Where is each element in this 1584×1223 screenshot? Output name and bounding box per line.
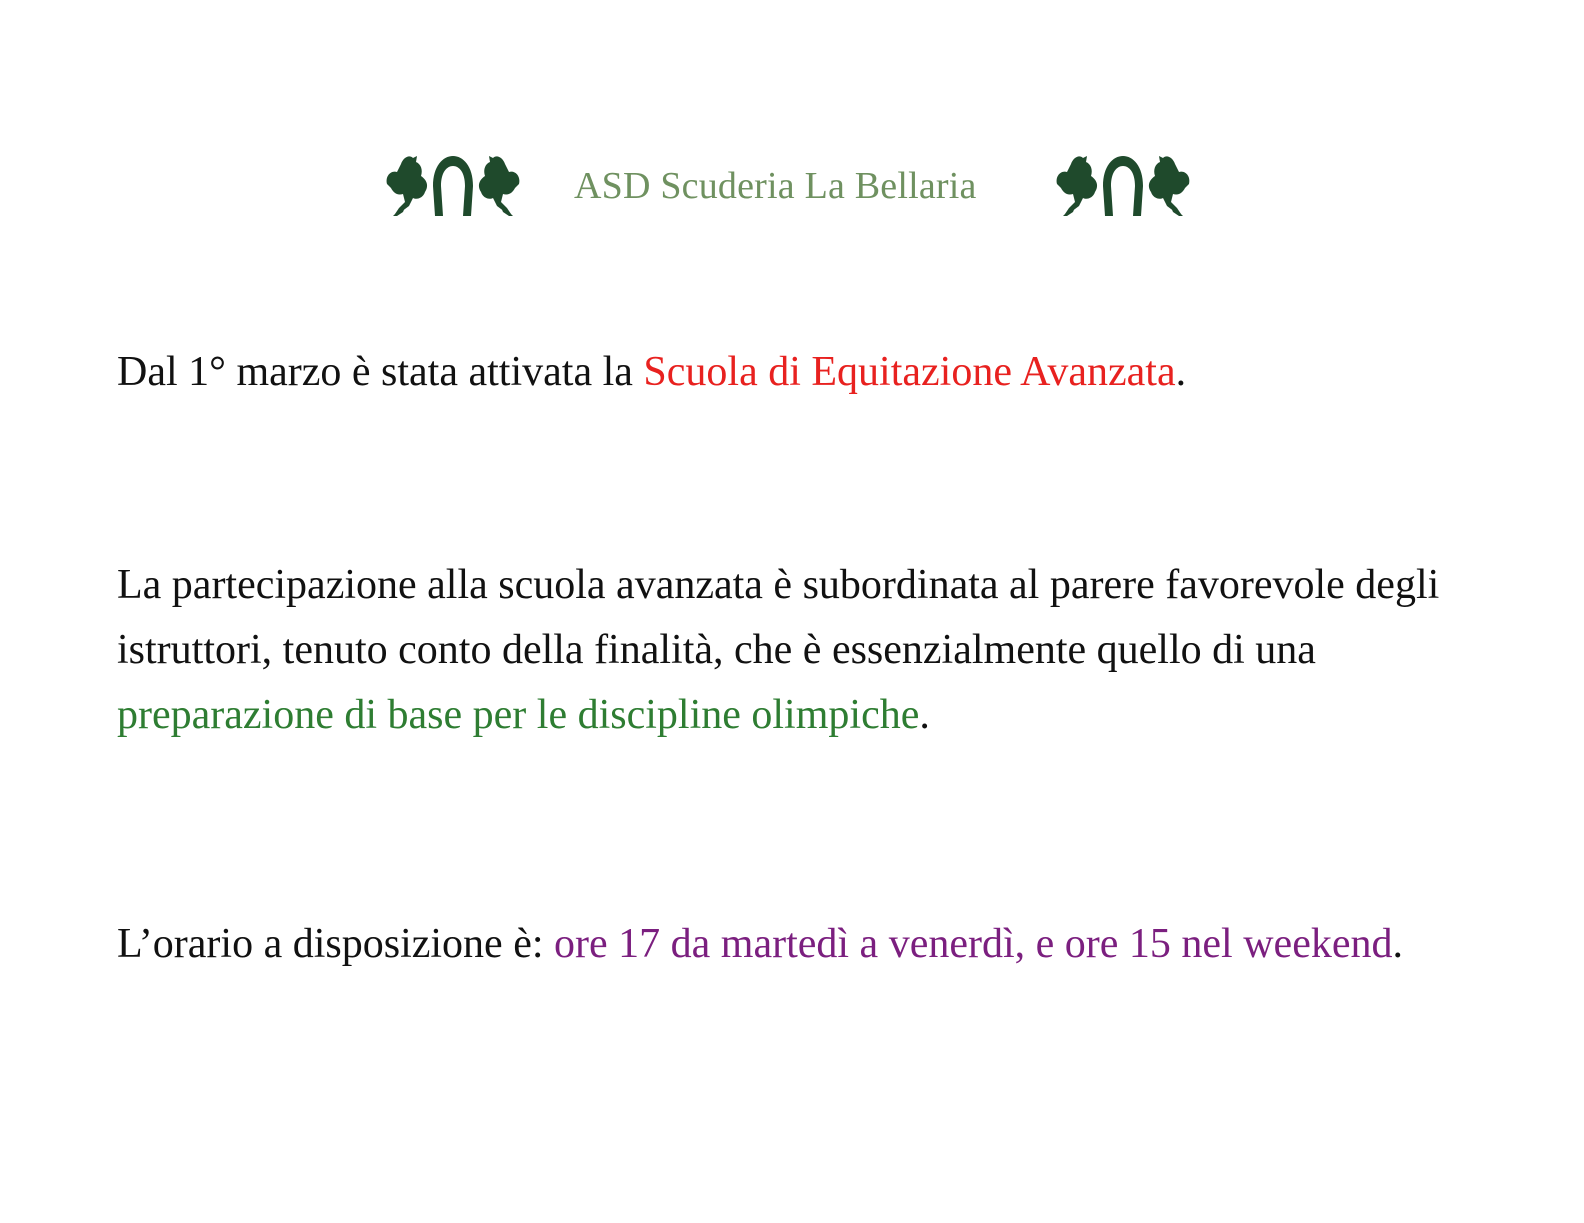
paragraph-text: . — [1175, 349, 1187, 395]
schedule-highlight: ore 17 da martedì a venerdì, e ore 15 nel weekend — [554, 921, 1393, 967]
school-name-highlight: Scuola di Equitazione Avanzata — [643, 349, 1176, 395]
announcement-paragraph — [117, 340, 1477, 405]
participation-paragraph — [117, 553, 1477, 748]
olympic-prep-highlight: preparazione di base per le discipline olimpiche — [117, 692, 920, 738]
club-title: ASD Scuderia La Bellaria — [574, 165, 977, 207]
paragraph-text: L’orario a disposizione è: — [117, 921, 555, 967]
schedule-paragraph — [117, 912, 1477, 977]
header — [0, 138, 1584, 228]
horses-horseshoe-icon — [383, 146, 523, 218]
paragraph-text: . — [1392, 921, 1403, 967]
paragraph-text: Dal 1° marzo è stata attivata la — [117, 349, 644, 395]
horses-horseshoe-icon — [1053, 146, 1193, 218]
paragraph-text: . — [919, 692, 930, 738]
paragraph-text: La partecipazione alla scuola avanzata è subordinata al parere favorevole degli istruttori, tenuto conto della finalità, che è essenzialmente quello di una — [117, 562, 1440, 673]
